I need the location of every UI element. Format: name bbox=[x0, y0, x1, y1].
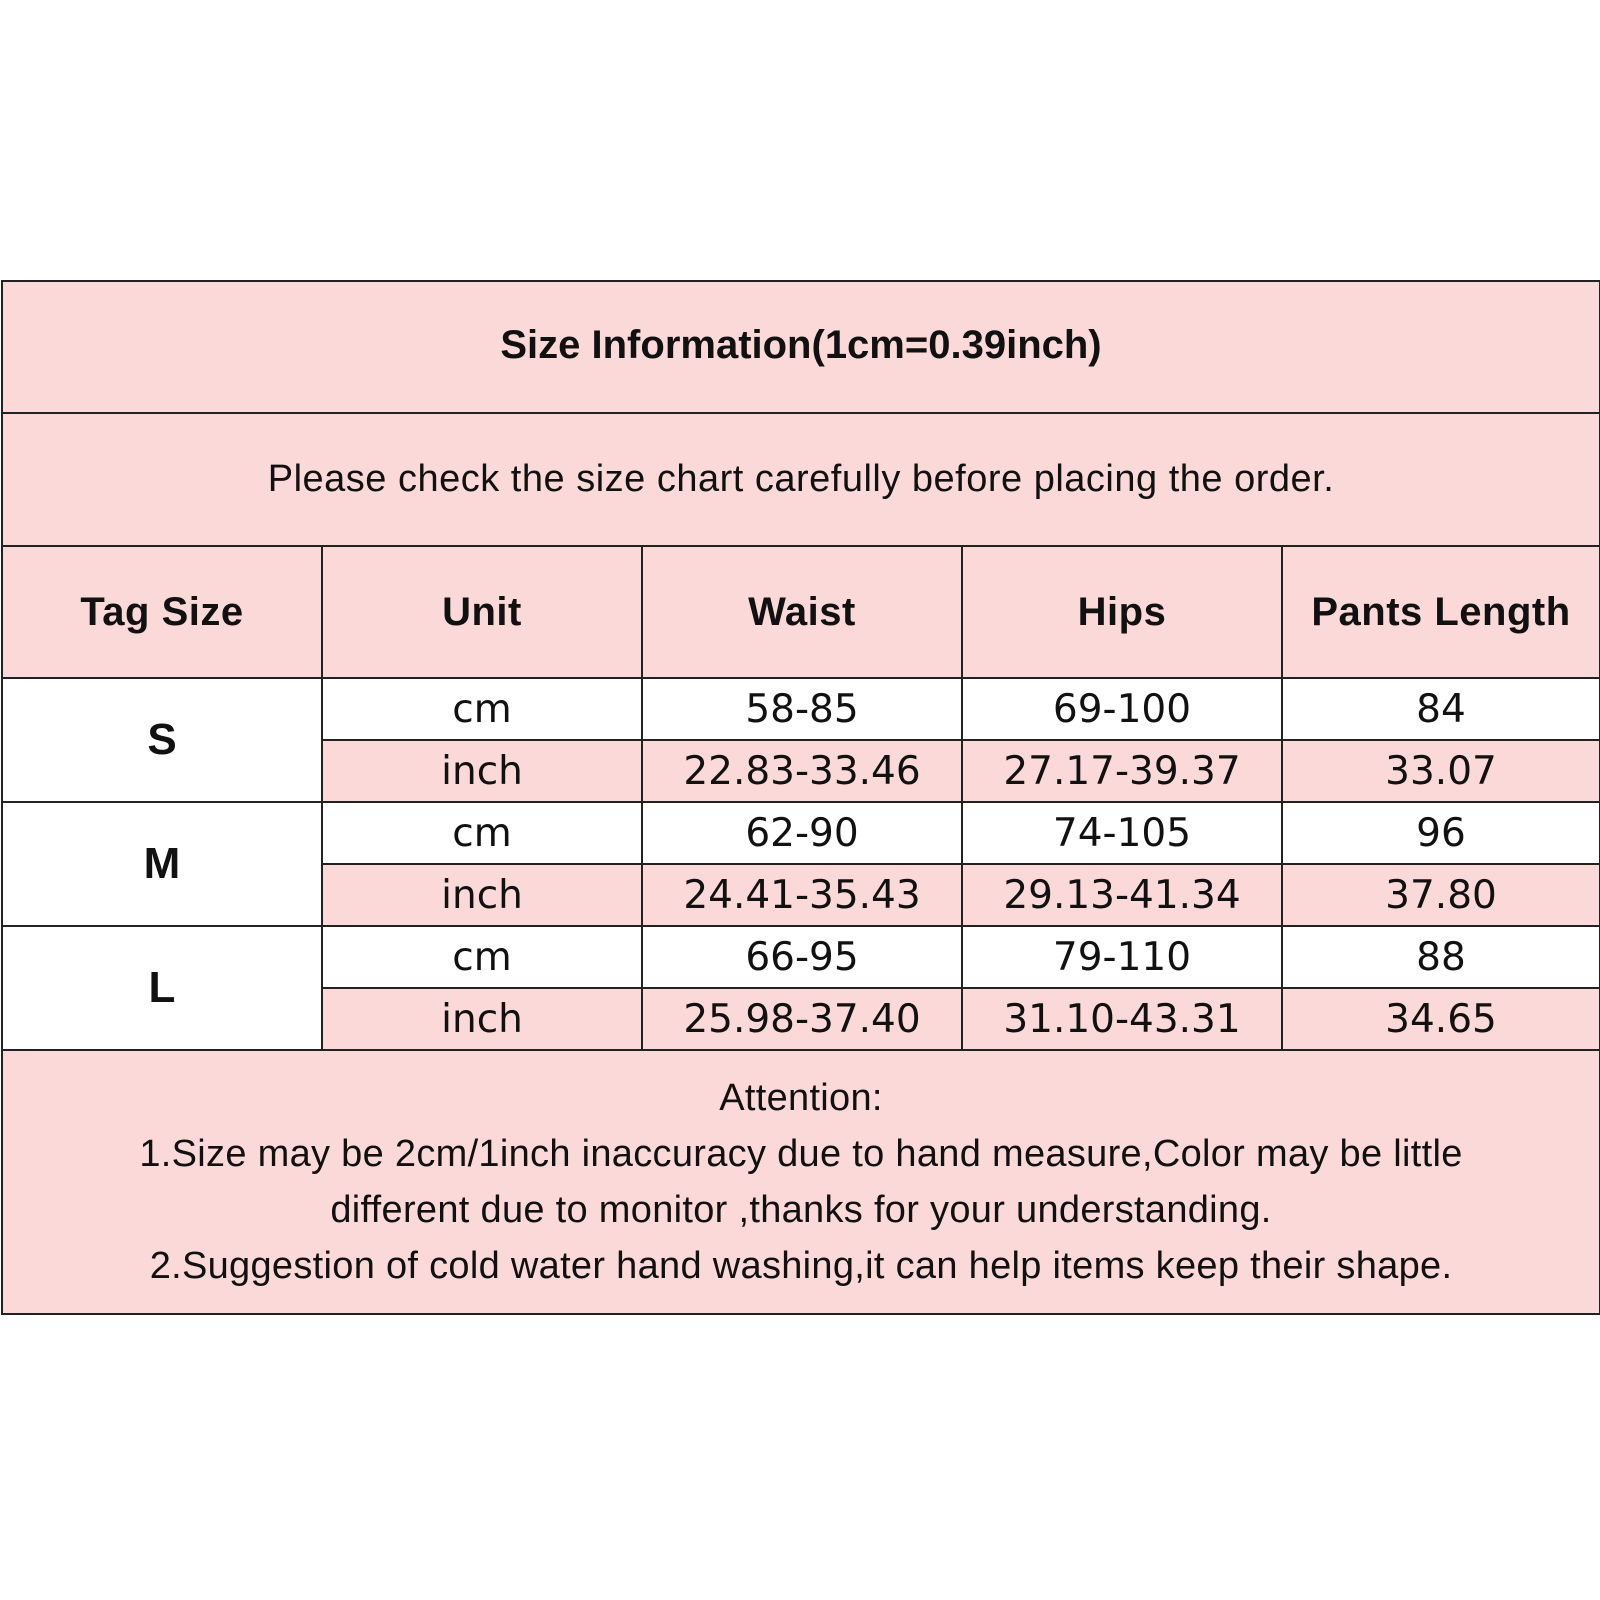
waist-cell: 58-85 bbox=[642, 678, 962, 740]
hips-cell: 29.13-41.34 bbox=[962, 864, 1282, 926]
header-tag-size: Tag Size bbox=[2, 546, 322, 678]
pants-length-cell: 34.65 bbox=[1282, 988, 1600, 1050]
attention-row bbox=[2, 1050, 1600, 1314]
pants-length-cell: 88 bbox=[1282, 926, 1600, 988]
pants-length-cell: 33.07 bbox=[1282, 740, 1600, 802]
title-cell bbox=[2, 281, 1600, 413]
header-waist: Waist bbox=[642, 546, 962, 678]
header-hips: Hips bbox=[962, 546, 1282, 678]
pants-length-cell: 37.80 bbox=[1282, 864, 1600, 926]
header-pants-length: Pants Length bbox=[1282, 546, 1600, 678]
unit-cell: cm bbox=[322, 678, 642, 740]
unit-cell: inch bbox=[322, 864, 642, 926]
note-row bbox=[2, 413, 1600, 546]
table-row bbox=[2, 926, 1600, 988]
hips-cell: 79-110 bbox=[962, 926, 1282, 988]
unit-cell: inch bbox=[322, 740, 642, 802]
attention-cell bbox=[2, 1050, 1600, 1314]
size-chart bbox=[1, 280, 1599, 1315]
header-row bbox=[2, 546, 1600, 678]
header-unit: Unit bbox=[322, 546, 642, 678]
attention-heading: Attention: bbox=[719, 1077, 883, 1119]
title-row bbox=[2, 281, 1600, 413]
waist-cell: 22.83-33.46 bbox=[642, 740, 962, 802]
pants-length-cell: 96 bbox=[1282, 802, 1600, 864]
table-title: Size Information(1cm=0.39inch) bbox=[500, 322, 1102, 367]
waist-cell: 62-90 bbox=[642, 802, 962, 864]
unit-cell: cm bbox=[322, 926, 642, 988]
note-text: Please check the size chart carefully before placing the order. bbox=[2, 413, 1600, 546]
attention-line-2: 2.Suggestion of cold water hand washing,it can help items keep their shape. bbox=[149, 1245, 1453, 1287]
tag-size-cell: M bbox=[2, 802, 322, 926]
attention-line-1b: different due to monitor ,thanks for your understanding. bbox=[330, 1189, 1272, 1231]
waist-cell: 24.41-35.43 bbox=[642, 864, 962, 926]
hips-cell: 27.17-39.37 bbox=[962, 740, 1282, 802]
hips-cell: 74-105 bbox=[962, 802, 1282, 864]
hips-cell: 31.10-43.31 bbox=[962, 988, 1282, 1050]
table-row bbox=[2, 802, 1600, 864]
unit-cell: cm bbox=[322, 802, 642, 864]
waist-cell: 25.98-37.40 bbox=[642, 988, 962, 1050]
unit-cell: inch bbox=[322, 988, 642, 1050]
tag-size-cell: L bbox=[2, 926, 322, 1050]
tag-size-cell: S bbox=[2, 678, 322, 802]
pants-length-cell: 84 bbox=[1282, 678, 1600, 740]
attention-line-1a: 1.Size may be 2cm/1inch inaccuracy due to hand measure,Color may be little bbox=[139, 1133, 1463, 1175]
waist-cell: 66-95 bbox=[642, 926, 962, 988]
table-row bbox=[2, 678, 1600, 740]
size-table bbox=[1, 280, 1600, 1315]
hips-cell: 69-100 bbox=[962, 678, 1282, 740]
